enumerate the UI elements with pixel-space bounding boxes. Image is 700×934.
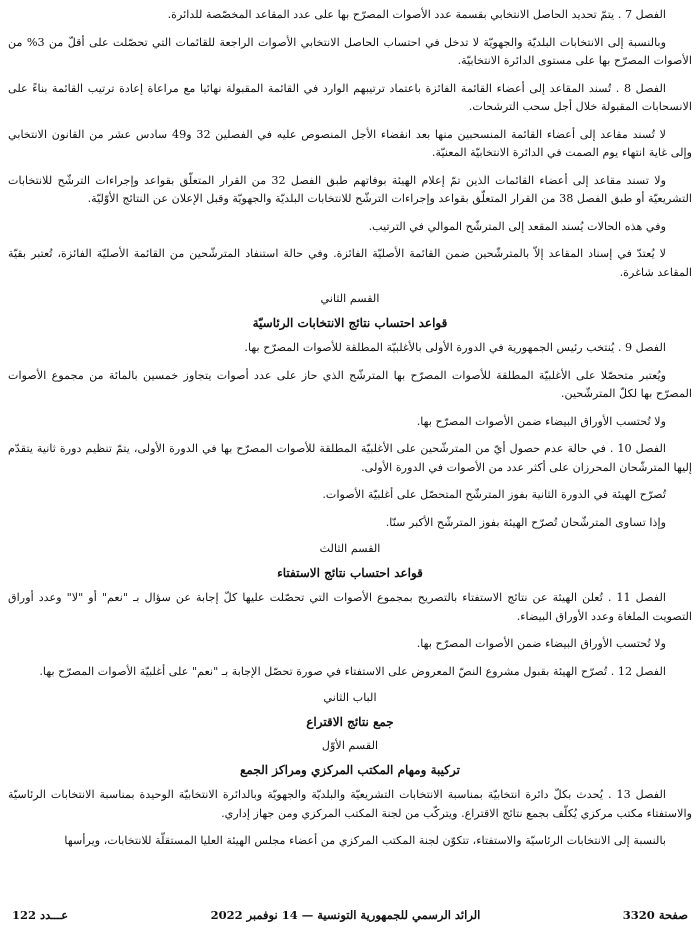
paragraph: لا تُسند مقاعد إلى أعضاء القائمة المنسحبين منها بعد انقضاء الأجل المنصوص عليه في الفصلين 32 و49 سادس عشر من القانون الانتخابي وإلى غاية انتهاء يوم الصمت في الدائرة الانتخابيّة المعنيّة. xyxy=(8,127,692,159)
section-title: قواعد احتساب نتائج الانتخابات الرئاسيّة xyxy=(252,316,448,330)
page-footer xyxy=(12,908,688,922)
section-heading: الباب الثاني xyxy=(323,691,377,704)
section-heading: القسم الثالث xyxy=(319,542,381,555)
issue-number: عـــدد 122 xyxy=(12,908,69,922)
paragraph: وبالنسبة إلى الانتخابات البلديّة والجهويّة لا تدخل في احتساب الحاصل الانتخابي الأصوات الراجعة للقائمات التي تحصّلت على أقلّ من 3% من الأصوات المصرّح بها على مستوى الدائرة الانتخابيّة. xyxy=(8,35,692,67)
paragraph: الفصل 13 . يُحدث بكلّ دائرة انتخابيّة بمناسبة الانتخابات التشريعيّة والبلديّة والجهويّة وبالدائرة الانتخابيّة الوحيدة بمناسبة الانتخابات الرئاسيّة والاستفتاء مكتب مركزي يُكلّف بجمع نتائج الاقتراع. ويتركّب من لجنة المكتب المركزي ومن جهاز إداري. xyxy=(8,788,692,820)
paragraph: تُصرّح الهيئة في الدورة الثانية بفوز المترشّح المتحصّل على أغلبيّة الأصوات. xyxy=(322,488,666,501)
paragraph: وفي هذه الحالات يُسند المقعد إلى المترشّح الموالي في الترتيب. xyxy=(368,219,666,233)
paragraph: لا يُعتدّ في إسناد المقاعد إلاّ بالمترشّحين ضمن القائمة الأصليّة الفائزة. وفي حالة استنفاد المترشّحين من القائمة الأصليّة الفائزة، تُعتبر بقيّة المقاعد شاغرة. xyxy=(8,247,692,279)
paragraph: الفصل 7 . يتمّ تحديد الحاصل الانتخابي بقسمة عدد الأصوات المصرّح بها على عدد المقاعد المخصّصة للدائرة. xyxy=(167,8,666,21)
paragraph: ولا تُحتسب الأوراق البيضاء ضمن الأصوات المصرّح بها. xyxy=(416,637,666,650)
paragraph: الفصل 8 . تُسند المقاعد إلى أعضاء القائمة الفائزة باعتماد ترتيبهم الوارد في القائمة المقبولة نهائيا مع مراعاة إعادة ترتيب القائمة بناءً على الانسحابات المقبولة خلال أجل سحب الترشحات. xyxy=(8,81,692,113)
section-heading: القسم الأوّل xyxy=(321,739,379,752)
paragraph: ولا تسند مقاعد إلى أعضاء القائمات الذين تمّ إعلام الهيئة بوفاتهم طبق الفصل 32 من القرار المتعلّق بقواعد وإجراءات الترشّح للانتخابات التشريعيّة أو طبق الفصل 38 من القرار المتعلّق بقواعد وإجراءات الترشّح للانتخابات البلديّة والجهويّة وقبل الإعلان عن النتائج الأوّليّة. xyxy=(8,173,692,205)
page-number: صفحة 3320 xyxy=(622,908,688,922)
paragraph: بالنسبة إلى الانتخابات الرئاسيّة والاستفتاء، تتكوّن لجنة المكتب المركزي من أعضاء مجلس الهيئة العليا المستقلّة للانتخابات، ويرأسها xyxy=(64,834,666,847)
section-title: تركيبة ومهام المكتب المركزي ومراكز الجمع xyxy=(240,763,460,777)
paragraph: الفصل 12 . تُصرّح الهيئة بقبول مشروع النصّ المعروض على الاستفتاء في صورة تحصّل الإجابة بـ "نعم" على أغلبيّة الأصوات المصرّح بها. xyxy=(39,664,666,678)
section-heading: القسم الثاني xyxy=(320,292,380,305)
paragraph: ولا تُحتسب الأوراق البيضاء ضمن الأصوات المصرّح بها. xyxy=(416,414,666,428)
paragraph: ويُعتبر متحصّلا على الأغلبيّة المطلقة للأصوات المصرّح بها المترشّح الذي حاز على عدد أصوات يتجاوز خمسين بالمائة من مجموع الأصوات المصرّح بها لكلّ المترشّحين. xyxy=(8,368,692,400)
paragraph: الفصل 9 . يُنتخب رئيس الجمهورية في الدورة الأولى بالأغلبيّة المطلقة للأصوات المصرّح بها. xyxy=(244,341,666,354)
section-title: قواعد احتساب نتائج الاستفتاء xyxy=(277,566,423,580)
paragraph: الفصل 11 . تُعلن الهيئة عن نتائج الاستفتاء بالتصريح بمجموع الأصوات التي تحصّلت عليها كلّ إجابة عن سؤال بـ "نعم" أو "لا" وعدد أوراق التصويت الملغاة وعدد الأوراق البيضاء. xyxy=(8,591,692,623)
paragraph: وإذا تساوى المترشّحان تُصرّح الهيئة بفوز المترشّح الأكبر سنّا. xyxy=(385,515,666,529)
paragraph: الفصل 10 . في حالة عدم حصول أيّ من المترشّحين على الأغلبيّة المطلقة للأصوات المصرّح بها في الدورة الأولى، يتمّ تنظيم دورة ثانية يتقدّم إليها المترشّحان المحرزان على أكثر عدد من الأصوات في الدورة الأولى. xyxy=(8,442,692,474)
section-title: جمع نتائج الاقتراع xyxy=(306,715,394,729)
document-body xyxy=(8,6,692,851)
journal-title: الرائد الرسمي للجمهورية التونسية — 14 نوفمبر 2022 xyxy=(210,908,481,922)
